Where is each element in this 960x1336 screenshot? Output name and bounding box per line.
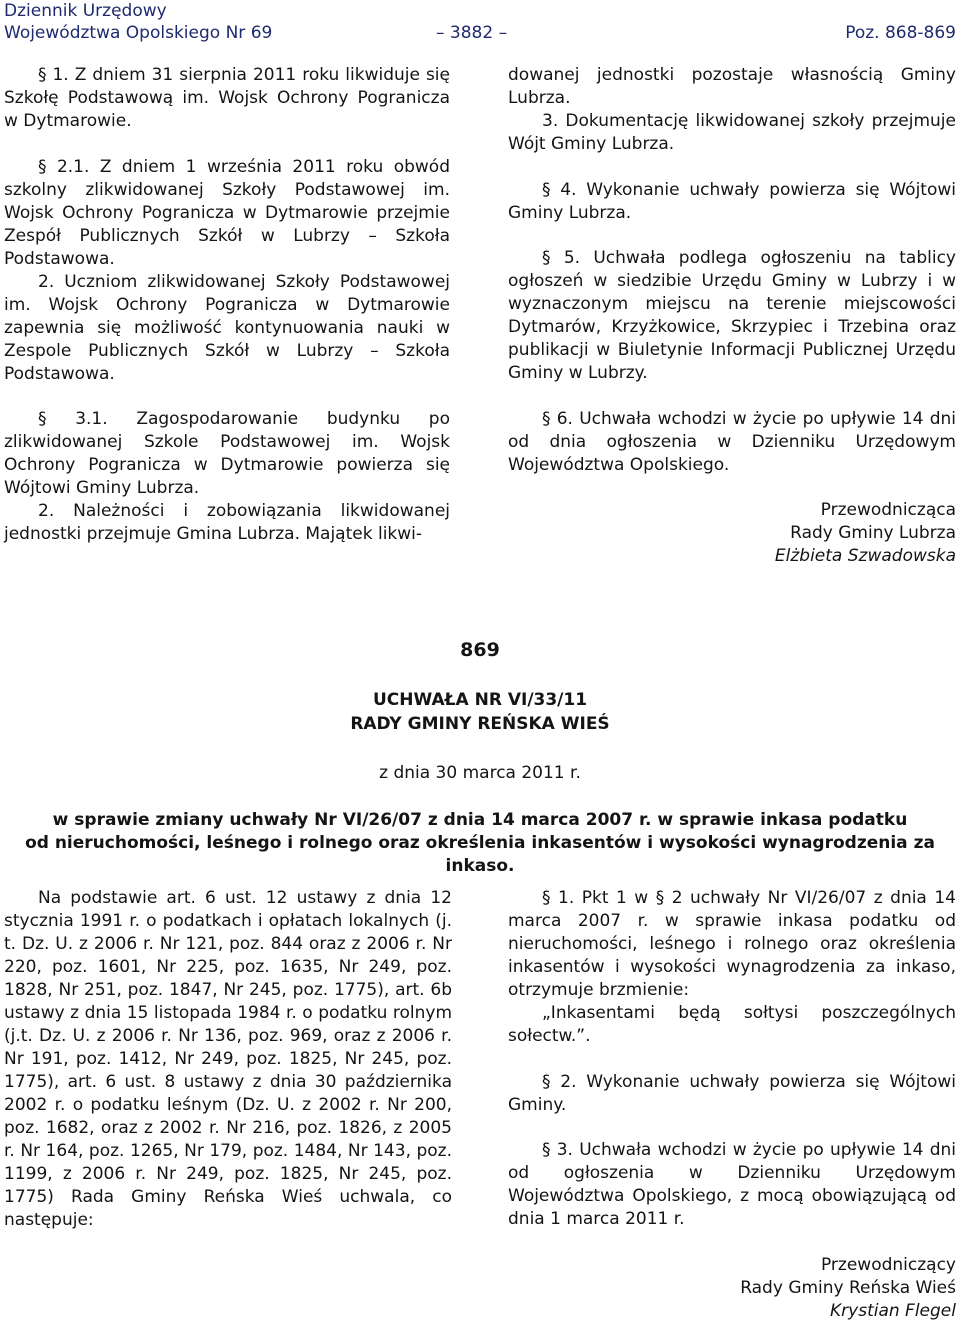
quoted-text: „Inkasentami będą sołtysi poszczególnych sołectw.”. (508, 1003, 956, 1046)
paragraph-2-1: § 2.1. Z dniem 1 września 2011 roku obwód szkolny zlikwidowanej Szkoły Podstawowej im. Wojsk Ochrony Pogranicza w Dytmarowie przejmie Zespół Publicznych Szkół w Lubrzy – Szkoła Podstawowa. (4, 156, 450, 269)
paragraph-3-2: 2. Należności i zobowiązania likwidowanej jednostki przejmuje Gmina Lubrza. Majątek likwi- (4, 501, 450, 544)
resolution-868-left-column (4, 64, 450, 546)
paragraph-5: § 5. Uchwała podlega ogłoszeniu na tablicy ogłoszeń w siedzibie Urzędu Gminy w Lubrzy i w wyznaczonym miejscu na terenie miejscowości Dytmarów, Krzyżkowice, Skrzypiec i Trzebina oraz publikacji w Biuletynie Informacji Publicznej Urzędu Gminy w Lubrzy. (508, 248, 956, 383)
resolution-title: UCHWAŁA NR VI/33/11 (372, 690, 588, 710)
resolution-869-right-column (508, 887, 956, 1323)
resolution-council: RADY GMINY REŃSKA WIEŚ (350, 714, 610, 734)
signature-title: Przewodniczący (820, 1254, 956, 1275)
resolution-subject-line-2: od nieruchomości, leśnego i rolnego oraz określenia inkasentów i wysokości wynagrodzenia za inkaso. (25, 833, 935, 876)
signature-title: Przewodnicząca (820, 500, 956, 520)
paragraph-4: § 4. Wykonanie uchwały powierza się Wójtowi Gminy Lubrza. (508, 179, 956, 223)
paragraph-3-3: 3. Dokumentację likwidowanej szkoły przejmuje Wójt Gminy Lubrza. (508, 111, 956, 154)
paragraph-3-1: § 3.1. Zagospodarowanie budynku po zlikwidowanej Szkole Podstawowej im. Wojsk Ochrony Pogranicza w Dytmarowie powierza się Wójtowi Gminy Lubrza. (4, 409, 450, 498)
paragraph-2: § 2. Wykonanie uchwały powierza się Wójtowi Gminy. (508, 1071, 956, 1115)
journal-issue: Województwa Opolskiego Nr 69 (4, 23, 273, 43)
paragraph-3: § 3. Uchwała wchodzi w życie po upływie 14 dni od ogłoszenia w Dzienniku Urzędowym Województwa Opolskiego, z mocą obowiązującą od dnia 1 marca 2011 r. (508, 1140, 956, 1229)
position-number: Poz. 868-869 (845, 23, 956, 43)
signature-name: Elżbieta Szwadowska (774, 546, 956, 566)
page-number: – 3882 – (436, 23, 508, 43)
legal-basis-paragraph: Na podstawie art. 6 ust. 12 ustawy z dnia 12 stycznia 1991 r. o podatkach i opłatach lokalnych (j. t. Dz. U. z 2006 r. Nr 121, poz. 844 oraz z 2006 r. Nr 220, poz. 1601, Nr 225, poz. 1635, Nr 249, poz. 1828, Nr 251, poz. 1847, Nr 245, poz. 1775), art. 6b ustawy z dnia 15 listopada 1984 r. o podatku rolnym (j.t. Dz. U. z 2006 r. Nr 136, poz. 969, oraz z 2006 r. Nr 191, poz. 1412, Nr 249, poz. 1825, Nr 245, poz. 1775), art. 6 ust. 8 ustawy z dnia 30 października 2002 r. o podatku leśnym (Dz. U. z 2002 r. Nr 200, poz. 1682, oraz z 2002 r. Nr 216, poz. 1826, z 2005 r. Nr 164, poz. 1265, Nr 179, poz. 1484, Nr 143, poz. 1199, z 2006 r. Nr 249, poz. 1825, Nr 245, poz. 1775) Rada Gminy Reńska Wieś uchwala, co następuje: (4, 888, 452, 1230)
signature-council: Rady Gminy Lubrza (790, 523, 956, 543)
paragraph-1: § 1. Z dniem 31 sierpnia 2011 roku likwiduje się Szkołę Podstawową im. Wojsk Ochrony Pogranicza w Dytmarowie. (4, 65, 450, 131)
signature-name: Krystian Flegel (830, 1300, 956, 1321)
resolution-number: 869 (460, 639, 500, 661)
paragraph-2-2: 2. Uczniom zlikwidowanej Szkoły Podstawowej im. Wojsk Ochrony Pogranicza w Dytmarowie zapewnia się możliwość kontynuowania nauki w Zespole Publicznych Szkół w Lubrzy – Szkoła Podstawowa. (4, 271, 450, 384)
resolution-subject-line-1: w sprawie zmiany uchwały Nr VI/26/07 z dnia 14 marca 2007 r. w sprawie inkasa podatku (52, 810, 908, 830)
resolution-date: z dnia 30 marca 2011 r. (379, 763, 581, 783)
resolution-869-left-column (4, 887, 452, 1232)
paragraph-1: § 1. Pkt 1 w § 2 uchwały Nr VI/26/07 z dnia 14 marca 2007 r. w sprawie inkasa podatku od nieruchomości, leśnego i rolnego oraz określenia inkasentów i wysokości wynagrodzenia za inkaso, otrzymuje brzmienie: (508, 888, 956, 1000)
paragraph-6: § 6. Uchwała wchodzi w życie po upływie 14 dni od dnia ogłoszenia w Dzienniku Urzędowym Województwa Opolskiego. (508, 408, 956, 475)
journal-title: Dziennik Urzędowy (4, 1, 167, 21)
paragraph-3-2-cont: dowanej jednostki pozostaje własnością Gminy Lubrza. (508, 65, 956, 108)
signature-council: Rady Gminy Reńska Wieś (740, 1277, 956, 1298)
resolution-868-right-column (508, 64, 956, 568)
